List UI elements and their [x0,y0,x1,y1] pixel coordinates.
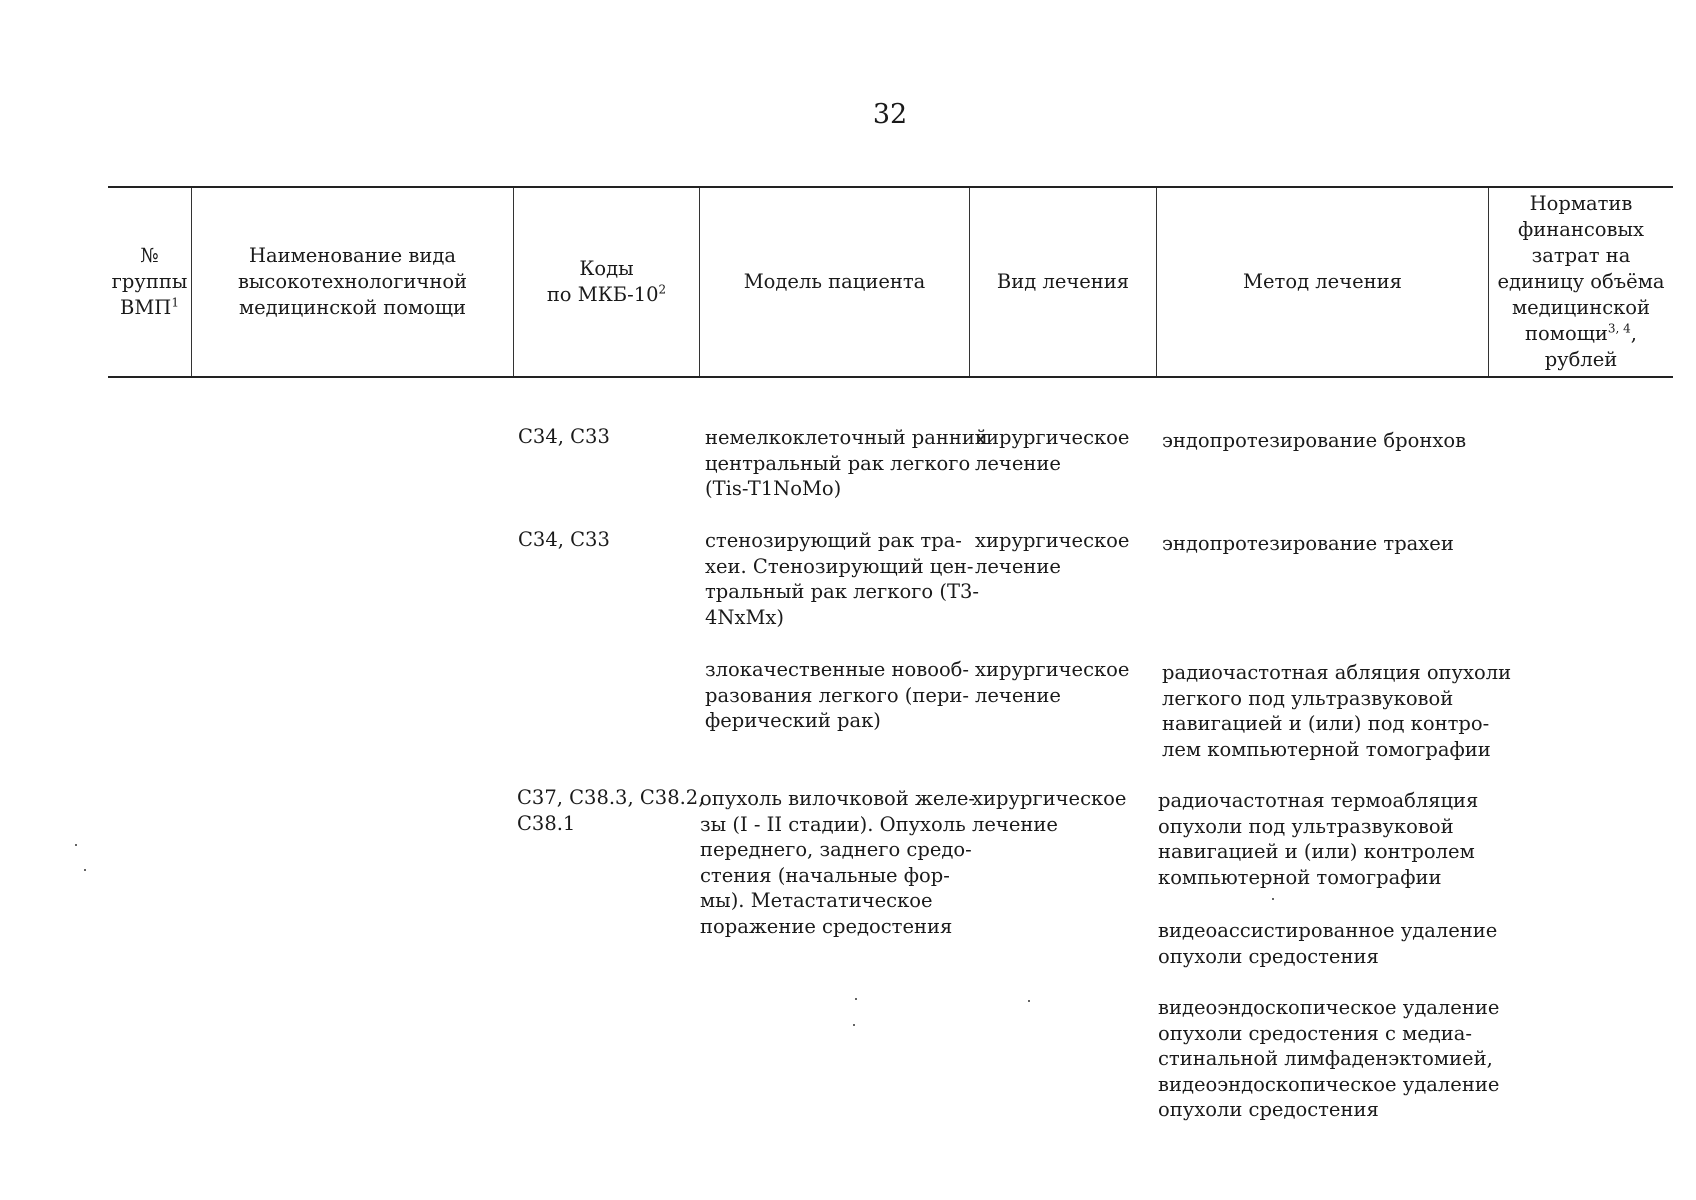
footnote-ref-1: 1 [171,295,179,310]
row4-method-2: видеоассистированное удаление опухоли средостения [1158,919,1498,968]
scan-speck [1272,898,1274,900]
header-patient-model [700,188,970,376]
row4-patient-model: опухоль вилочковой желе- зы (I - II стадии). Опухоль переднего, заднего средо- стения (начальные фор- мы). Метастатическое поражение средостения [700,787,975,938]
header-cost-line8: рублей [1544,348,1618,371]
header-treatment-method-text: Метод лечения [1243,270,1402,293]
row3-method: радиочастотная абляция опухоли легкого под ультразвуковой навигацией и (или) под контро- лем компьютерной томографии [1162,661,1512,761]
row4-method-3: видеоэндоскопическое удаление опухоли средостения с медиа- стинальной лимфаденэктомией, видеоэндоскопическое удаление опухоли средостения [1158,996,1500,1121]
header-cost-comma: , [1630,322,1637,345]
row2-method: эндопротезирование трахеи [1162,532,1454,555]
header-cost-line1: Норматив [1529,192,1633,215]
header-patient-model-text: Модель пациента [743,270,926,293]
header-vmp-name-line1: Наименование вида [248,244,457,267]
header-cost-line3: затрат на [1531,244,1631,267]
header-cost-line2: финансовых [1517,218,1645,241]
row3-patient-model: злокачественные новооб- разования легкого (пери- ферический рак) [705,658,970,732]
row4-method-1: радиочастотная термоабляция опухоли под ультразвуковой навигацией и (или) контролем компьютерной томографии [1158,789,1479,889]
row3-treatment-type: хирургическое лечение [975,658,1130,707]
header-group-number-line2: группы [111,270,188,293]
footnote-ref-2: 2 [658,282,667,297]
header-treatment-type-text: Вид лечения [996,270,1130,293]
header-group-number [108,188,192,376]
header-cost-line6: помощи [1525,322,1608,345]
row1-patient-model: немелкоклеточный ранний центральный рак легкого (Tis-T1NoMo) [705,426,988,500]
header-vmp-name-line3: медицинской помощи [238,296,467,319]
header-group-number-line1: № [140,244,159,267]
header-vmp-name-line2: высокотехнологичной [237,270,468,293]
scan-speck [1028,1000,1030,1002]
scan-speck [855,998,857,1000]
header-treatment-type [970,188,1157,376]
footnote-ref-3-4: 3, 4 [1607,321,1631,336]
header-cost-standard [1489,188,1673,376]
scan-speck [84,869,86,871]
header-icd-codes-line1: Коды [579,257,634,280]
row1-codes: C34, C33 [518,425,610,448]
header-cost-line5: медицинской [1511,296,1651,319]
row1-treatment-type: хирургическое лечение [975,426,1130,475]
header-icd-codes-line2: по МКБ-10 [546,283,659,306]
header-treatment-method [1157,188,1489,376]
scan-speck [75,844,77,846]
header-cost-line4: единицу объёма [1497,270,1665,293]
row4-treatment-type: хирургическое лечение [972,787,1127,836]
row1-method: эндопротезирование бронхов [1162,429,1467,452]
row2-patient-model: стенозирующий рак тра- хеи. Стенозирующий цен- тральный рак легкого (Т3- 4NxMx) [705,529,979,629]
scan-speck [853,1024,855,1026]
page-number: 32 [872,99,908,130]
row4-codes: C37, C38.3, C38.2, C38.1 [517,786,705,835]
table-header [108,186,1673,378]
row2-treatment-type: хирургическое лечение [975,529,1130,578]
header-vmp-name [192,188,514,376]
header-group-number-line3: ВМП [120,296,172,319]
header-icd-codes [514,188,700,376]
row2-codes: C34, C33 [518,528,610,551]
